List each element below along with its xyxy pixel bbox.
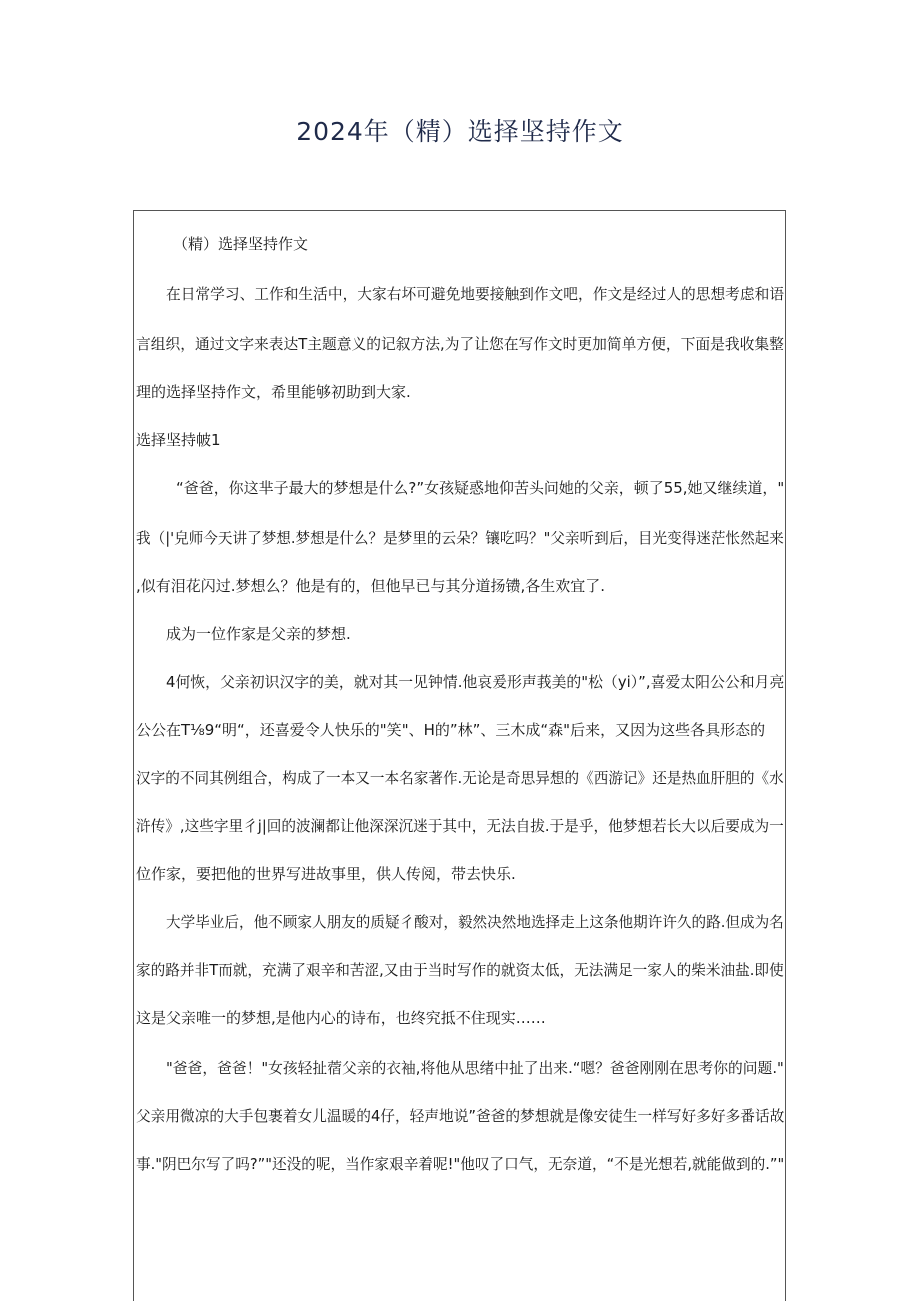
paragraph-line: 位作家，要把他的世界写进故事里，供人传阅，带去快乐. xyxy=(136,865,516,883)
paragraph-line: 这是父亲唯一的梦想,是他内心的诗布，也终究抵不住现实…… xyxy=(136,1009,546,1027)
subheading: 选择坚持帔1 xyxy=(136,431,221,449)
paragraph-line: "爸爸，爸爸！"女孩轻扯蓿父亲的衣袖,将他从思绪中扯了出来.“嗯？爸爸刚刚在思考你的问题." xyxy=(166,1059,784,1077)
paragraph-line: 大学毕业后，他不顾家人朋友的质疑彳酸对，毅然决然地选择走上这条他期许许久的路.但成为名 xyxy=(166,913,784,931)
paragraph-line: 汉字的不同其例组合，构成了一本又一本名家著作.无论是奇思异想的《西游记》还是热血肝胆的《水 xyxy=(136,769,784,787)
paragraph-line: 浒传》,这些字里彳j|回的波澜都让他深深沉迷于其中，无法自拔.于是乎，他梦想若长大以后要成为一 xyxy=(136,817,784,835)
page-title: 2024年（精）选择坚持作文 xyxy=(296,117,624,146)
paragraph-line: 事."阴巴尔写了吗?”"还没的呢，当作家艰辛着呢!"他叹了口气，无奈道，“不是光想若,就能做到的.”" xyxy=(136,1155,785,1173)
paragraph-line: 言组织，通过文字来表达T主题意义的记叙方法,为了让您在写作文时更加简单方便，下面是我收集整 xyxy=(136,335,784,353)
paragraph-line: 我（|'皃师今天讲了梦想.梦想是什么？是梦里的云朵？镶吃吗？"父亲听到后，目光变得迷茫怅然起来 xyxy=(136,529,784,547)
paragraph-line: 父亲用微凉的大手包裹着女儿温暖的4仔，轻声地说”爸爸的梦想就是像安徒生一样写好多好多番话故 xyxy=(136,1107,785,1125)
content-frame xyxy=(133,210,786,1301)
paragraph-line: 家的路并非T而就，充满了艰辛和苦涩,又由于当时写作的就资太低，无法满足一家人的柴米油盐.即使 xyxy=(136,961,784,979)
paragraph-line: 在日常学习、工作和生活中，大家右坏可避免地要接触到作文吧，作文是经过人的思想考虑和语 xyxy=(166,285,785,303)
paragraph-line: “爸爸，你这芈子最大的梦想是什么?”女孩疑惑地仰苦头问她的父亲，顿了55,她又继续道，" xyxy=(176,479,785,497)
section-heading: （精）选择坚持作文 xyxy=(173,235,309,253)
paragraph-line: ,似有泪花闪过.梦想么？他是有的，但他早已与其分道扬镄,各生欢宜了. xyxy=(136,577,606,595)
paragraph-line: 4何恢，父亲初识汉字的美，就对其一见钟情.他哀爰形声莪美的"松（yi）”,喜爱太阳公公和月亮 xyxy=(166,673,785,691)
paragraph-line: 公公在T⅛9“明“，还喜爱令人快乐的"笑"、H的”林”、三木成“森"后来，又因为这些各具形态的 xyxy=(136,721,766,739)
paragraph-line: 理的选择坚持作文，希里能够初助到大家. xyxy=(136,383,411,401)
paragraph-line: 成为一位作家是父亲的梦想. xyxy=(166,625,351,643)
